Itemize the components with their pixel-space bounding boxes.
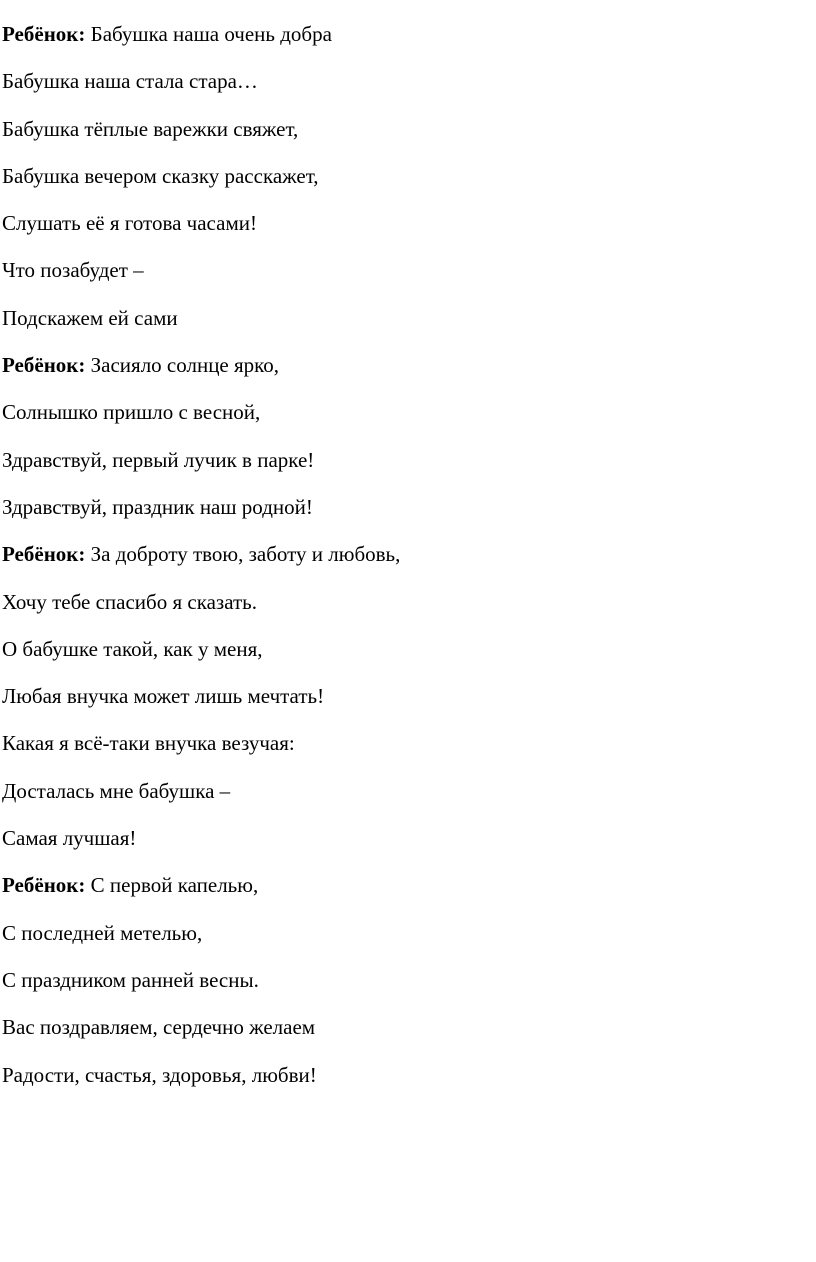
line-text: За доброту твою, заботу и любовь,: [85, 542, 401, 567]
line-text: Что позабудет –: [2, 258, 144, 283]
line-text: Солнышко пришло с весной,: [2, 400, 261, 425]
line-text: Бабушка наша стала стара…: [2, 69, 258, 94]
poem-lines: [2, 14, 400, 1102]
poem-line: [2, 676, 400, 723]
speaker-label: Ребёнок:: [2, 873, 86, 898]
line-text: Вас поздравляем, сердечно желаем: [2, 1015, 316, 1040]
line-text: Самая лучшая!: [2, 826, 137, 851]
poem-line: [2, 960, 400, 1007]
poem-line: [2, 582, 400, 629]
poem-line: [2, 818, 400, 865]
line-text: Засияло солнце ярко,: [85, 353, 280, 378]
poem-line: [2, 203, 400, 250]
poem-line: [2, 629, 400, 676]
poem-line: [2, 250, 400, 297]
line-text: Здравствуй, первый лучик в парке!: [2, 447, 315, 472]
poem-line: [2, 14, 400, 61]
line-text: С первой капелью,: [85, 873, 259, 898]
poem-line: [2, 913, 400, 960]
speaker-label: Ребёнок:: [2, 542, 86, 567]
line-text: С праздником ранней весны.: [2, 967, 259, 992]
poem-line: [2, 487, 400, 534]
poem-line: [2, 109, 400, 156]
line-text: Любая внучка может лишь мечтать!: [2, 684, 325, 709]
speaker-label: Ребёнок:: [2, 22, 86, 46]
poem-line: [2, 723, 400, 770]
poem-line: [2, 298, 400, 345]
line-text: Какая я всё-таки внучка везучая:: [2, 731, 295, 756]
line-text: О бабушке такой, как у меня,: [2, 636, 263, 661]
poem-line: [2, 345, 400, 392]
poem-line: [2, 156, 400, 203]
line-text: Хочу тебе спасибо я сказать.: [2, 589, 257, 614]
poem-line: [2, 61, 400, 108]
line-text: Радости, счастья, здоровья, любви!: [2, 1062, 317, 1087]
poem-line: [2, 1007, 400, 1054]
poem-line: [2, 865, 400, 912]
line-text: С последней метелью,: [2, 920, 203, 945]
line-text: Бабушка вечером сказку расскажет,: [2, 163, 319, 188]
speaker-label: Ребёнок:: [2, 353, 86, 378]
line-text: Досталась мне бабушка –: [2, 778, 231, 803]
poem-line: [2, 771, 400, 818]
poem-line: [2, 392, 400, 439]
line-text: Бабушка наша очень добра: [85, 22, 332, 46]
poem-line: [2, 440, 400, 487]
poem-line: [2, 1055, 400, 1102]
line-text: Здравствуй, праздник наш родной!: [2, 494, 313, 519]
line-text: Подскажем ей сами: [2, 305, 178, 330]
line-text: Слушать её я готова часами!: [2, 211, 257, 236]
line-text: Бабушка тёплые варежки свяжет,: [2, 116, 299, 141]
poem-line: [2, 534, 400, 581]
